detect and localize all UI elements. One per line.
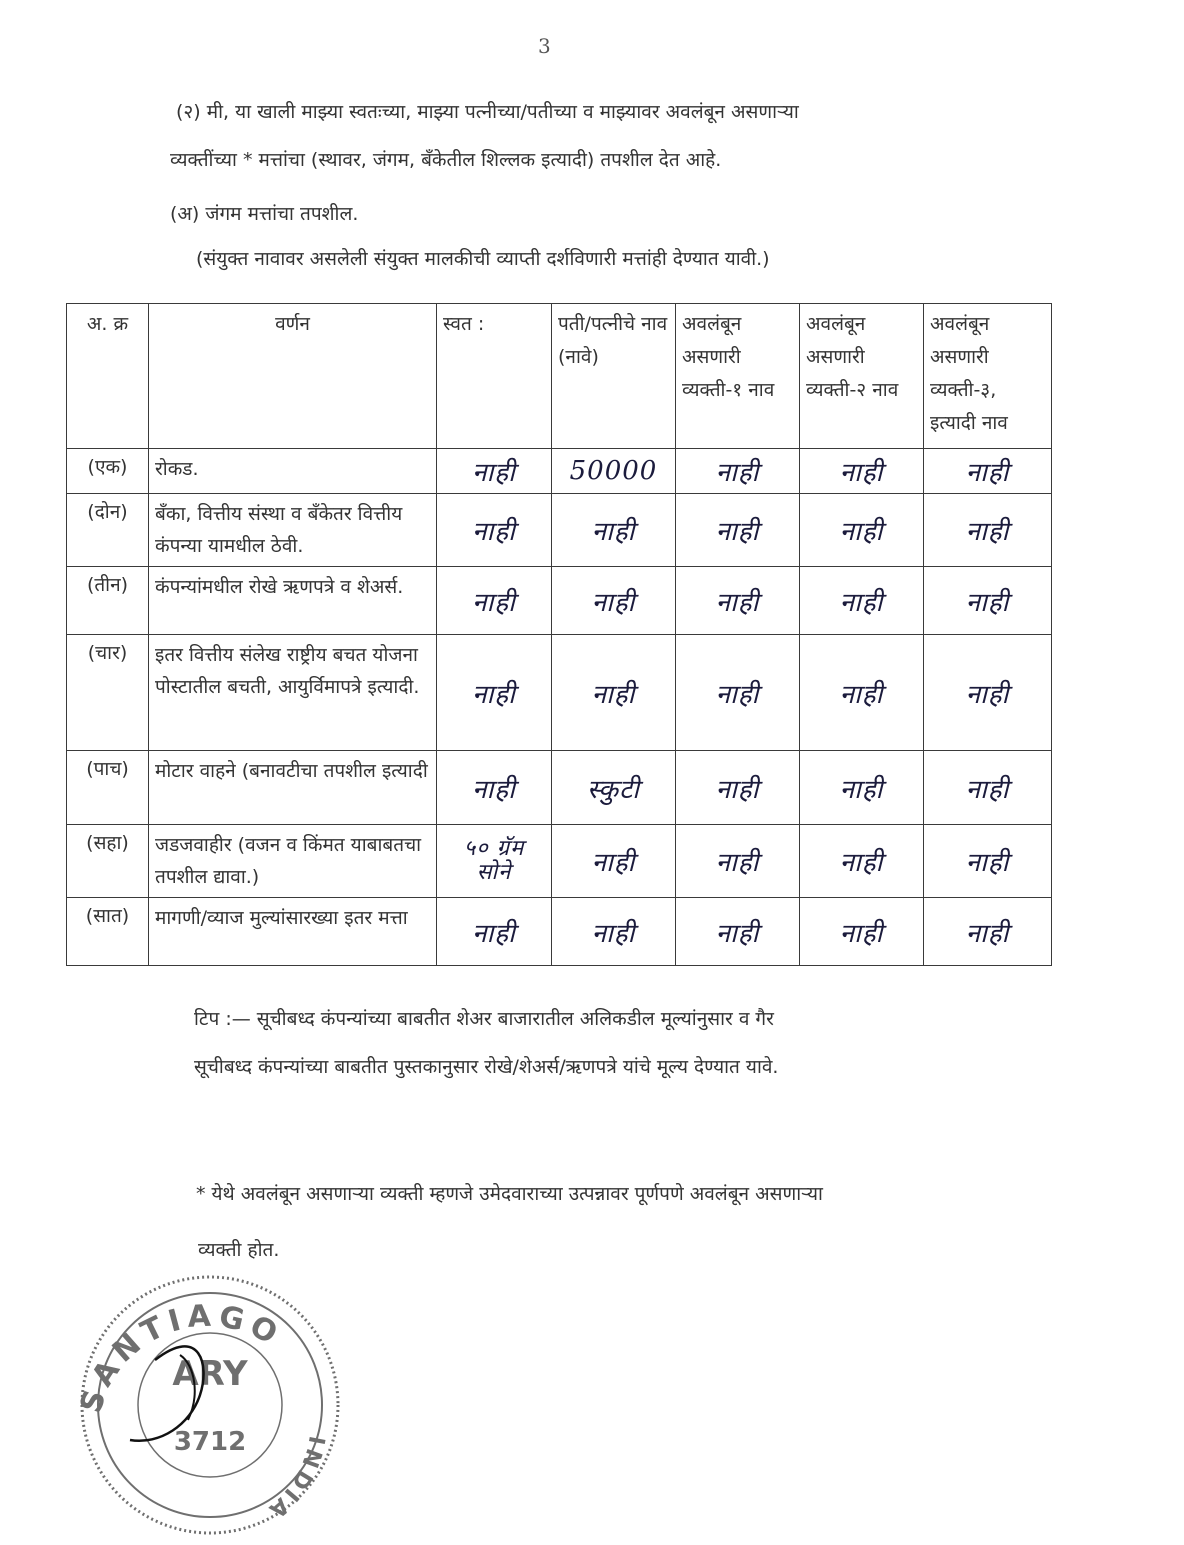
dependent-3-value: नाही bbox=[924, 494, 1052, 567]
row-description: जडजवाहीर (वजन व किंमत याबाबतचा तपशील द्यावा.) bbox=[149, 825, 437, 898]
row-number: (पाच) bbox=[67, 751, 149, 825]
dependent-2-value: नाही bbox=[800, 449, 924, 494]
dependent-2-value: नाही bbox=[800, 751, 924, 825]
intro-line-2: व्यक्तींच्या * मत्तांचा (स्थावर, जंगम, बँकेतील शिल्लक इत्यादी) तपशील देत आहे. bbox=[170, 149, 722, 171]
header-self: स्वत : bbox=[437, 304, 552, 449]
self-value: नाही bbox=[437, 449, 552, 494]
stamp-reg-number: 3712 bbox=[173, 1427, 247, 1457]
table-row bbox=[67, 898, 1052, 966]
row-number: (सात) bbox=[67, 898, 149, 966]
intro-line-1: (२) मी, या खाली माझ्या स्वतःच्या, माझ्या पत्नीच्या/पतीच्या व माझ्यावर अवलंबून असणाऱ्या bbox=[176, 101, 799, 123]
row-description: मागणी/व्याज मुल्यांसारख्या इतर मत्ता bbox=[149, 898, 437, 966]
row-number: (तीन) bbox=[67, 567, 149, 635]
dependent-3-value: नाही bbox=[924, 567, 1052, 635]
row-description: रोकड. bbox=[149, 449, 437, 494]
row-description: कंपन्यांमधील रोखे ऋणपत्रे व शेअर्स. bbox=[149, 567, 437, 635]
dependent-3-value: नाही bbox=[924, 635, 1052, 751]
dependent-1-value: नाही bbox=[676, 635, 800, 751]
footnote-line-1: * येथे अवलंबून असणाऱ्या व्यक्ती म्हणजे उमेदवाराच्या उत्पन्नावर पूर्णपणे अवलंबून असणाऱ्या bbox=[196, 1183, 823, 1205]
self-value: नाही bbox=[437, 635, 552, 751]
header-description: वर्णन bbox=[149, 304, 437, 449]
self-value: नाही bbox=[437, 494, 552, 567]
table-row bbox=[67, 449, 1052, 494]
dependent-3-value: नाही bbox=[924, 825, 1052, 898]
dependent-1-value: नाही bbox=[676, 751, 800, 825]
dependent-1-value: नाही bbox=[676, 567, 800, 635]
page-number: 3 bbox=[538, 34, 551, 58]
dependent-3-value: नाही bbox=[924, 751, 1052, 825]
spouse-value: 50000 bbox=[552, 449, 676, 494]
intro-line-4: (संयुक्त नावावर असलेली संयुक्त मालकीची व्याप्ती दर्शविणारी मत्तांही देण्यात यावी.) bbox=[196, 248, 770, 270]
spouse-value: नाही bbox=[552, 494, 676, 567]
spouse-value: नाही bbox=[552, 898, 676, 966]
header-sr-no: अ. क्र bbox=[67, 304, 149, 449]
stamp-bottom-text: INDIA bbox=[261, 1433, 329, 1525]
self-value: नाही bbox=[437, 567, 552, 635]
table-row bbox=[67, 751, 1052, 825]
spouse-value: नाही bbox=[552, 635, 676, 751]
row-description: बँका, वित्तीय संस्था व बँकेतर वित्तीय कंपन्या यामधील ठेवी. bbox=[149, 494, 437, 567]
table-row bbox=[67, 567, 1052, 635]
dependent-1-value: नाही bbox=[676, 825, 800, 898]
header-dependent-2: अवलंबून असणारी व्यक्ती-२ नाव bbox=[800, 304, 924, 449]
spouse-value: नाही bbox=[552, 825, 676, 898]
table-row bbox=[67, 825, 1052, 898]
row-number: (सहा) bbox=[67, 825, 149, 898]
row-number: (दोन) bbox=[67, 494, 149, 567]
table-row bbox=[67, 494, 1052, 567]
table-row bbox=[67, 635, 1052, 751]
header-dependent-3: अवलंबून असणारी व्यक्ती-३, इत्यादी नाव bbox=[924, 304, 1052, 449]
dependent-3-value: नाही bbox=[924, 898, 1052, 966]
row-description: मोटार वाहने (बनावटीचा तपशील इत्यादी bbox=[149, 751, 437, 825]
dependent-2-value: नाही bbox=[800, 825, 924, 898]
stamp-top-text: SANTIAGO bbox=[73, 1298, 289, 1418]
note-line-2: सूचीबध्द कंपन्यांच्या बाबतीत पुस्तकानुसार रोखे/शेअर्स/ऋणपत्रे यांचे मूल्य देण्यात यावे. bbox=[194, 1056, 779, 1078]
dependent-2-value: नाही bbox=[800, 567, 924, 635]
dependent-3-value: नाही bbox=[924, 449, 1052, 494]
row-number: (एक) bbox=[67, 449, 149, 494]
dependent-1-value: नाही bbox=[676, 494, 800, 567]
notary-stamp bbox=[60, 1245, 340, 1545]
stamp-center-text: ARY bbox=[172, 1354, 248, 1394]
header-dependent-1: अवलंबून असणारी व्यक्ती-१ नाव bbox=[676, 304, 800, 449]
row-number: (चार) bbox=[67, 635, 149, 751]
intro-line-3: (अ) जंगम मत्तांचा तपशील. bbox=[170, 203, 359, 225]
spouse-value: नाही bbox=[552, 567, 676, 635]
footnote-line-2: व्यक्ती होत. bbox=[198, 1239, 280, 1261]
row-description: इतर वित्तीय संलेख राष्ट्रीय बचत योजना पोस्टातील बचती, आयुर्विमापत्रे इत्यादी. bbox=[149, 635, 437, 751]
dependent-2-value: नाही bbox=[800, 898, 924, 966]
header-spouse: पती/पत्नीचे नाव (नावे) bbox=[552, 304, 676, 449]
dependent-2-value: नाही bbox=[800, 635, 924, 751]
spouse-value: स्कुटी bbox=[552, 751, 676, 825]
self-value: नाही bbox=[437, 898, 552, 966]
self-value: ५० ग्रॅम सोने bbox=[437, 825, 552, 898]
dependent-1-value: नाही bbox=[676, 898, 800, 966]
movable-assets-table bbox=[66, 303, 1052, 966]
note-line-1: टिप :— सूचीबध्द कंपन्यांच्या बाबतीत शेअर बाजारातील अलिकडील मूल्यांनुसार व गैर bbox=[194, 1008, 774, 1030]
dependent-1-value: नाही bbox=[676, 449, 800, 494]
table-header-row bbox=[67, 304, 1052, 449]
self-value: नाही bbox=[437, 751, 552, 825]
svg-text:INDIA bbox=[261, 1434, 329, 1525]
dependent-2-value: नाही bbox=[800, 494, 924, 567]
